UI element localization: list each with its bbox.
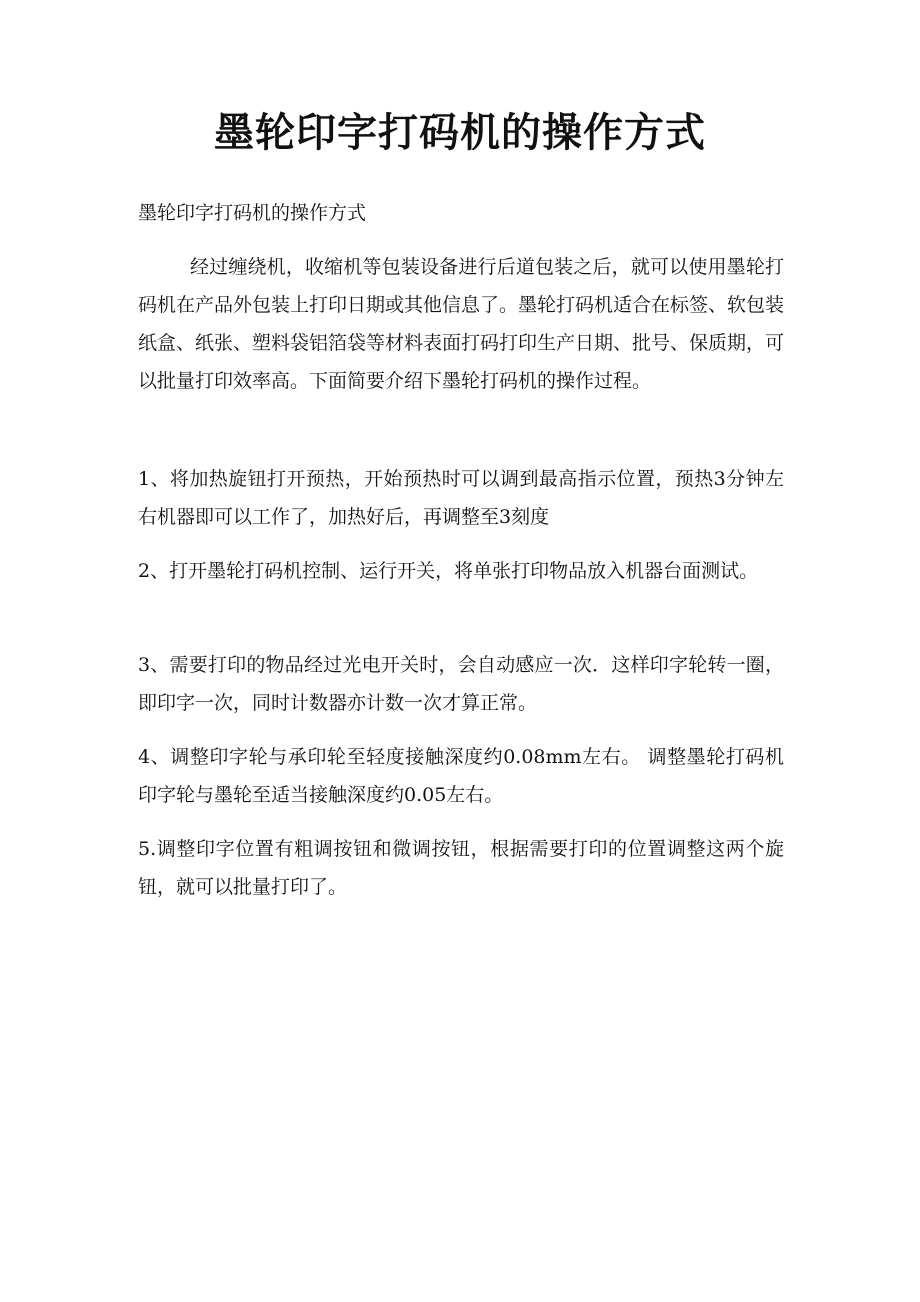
step-paragraph-2: 2、打开墨轮打码机控制、运行开关，将单张打印物品放入机器台面测试。 [138,560,759,582]
document-title: 墨轮印字打码机的操作方式 [214,109,706,156]
step-paragraph-5: 5.调整印字位置有粗调按钮和微调按钮，根据需要打印的位置调整这两个旋钮，就可以批量打印了。 [138,838,784,898]
step-paragraph-3: 3、需要打印的物品经过光电开关时，会自动感应一次．这样印字轮转一圈，即印字一次，同时计数器亦计数一次才算正常。 [138,654,784,714]
intro-paragraph: 经过缠绕机，收缩机等包装设备进行后道包装之后，就可以使用墨轮打码机在产品外包装上打印日期或其他信息了。墨轮打码机适合在标签、软包装纸盒、纸张、塑料袋铝箔袋等材料表面打码打印生产日期、批号、保质期，可以批量打印效率高。下面简要介绍下墨轮打码机的操作过程。 [138,256,785,392]
step-paragraph-1: 1、将加热旋钮打开预热，开始预热时可以调到最高指示位置，预热3分钟左右机器即可以工作了，加热好后，再调整至3刻度 [138,468,784,528]
document-subtitle: 墨轮印字打码机的操作方式 [138,202,367,224]
step-paragraph-4: 4、调整印字轮与承印轮至轻度接触深度约0.08mm左右。 调整墨轮打码机印字轮与墨轮至适当接触深度约0.05左右。 [138,746,784,806]
